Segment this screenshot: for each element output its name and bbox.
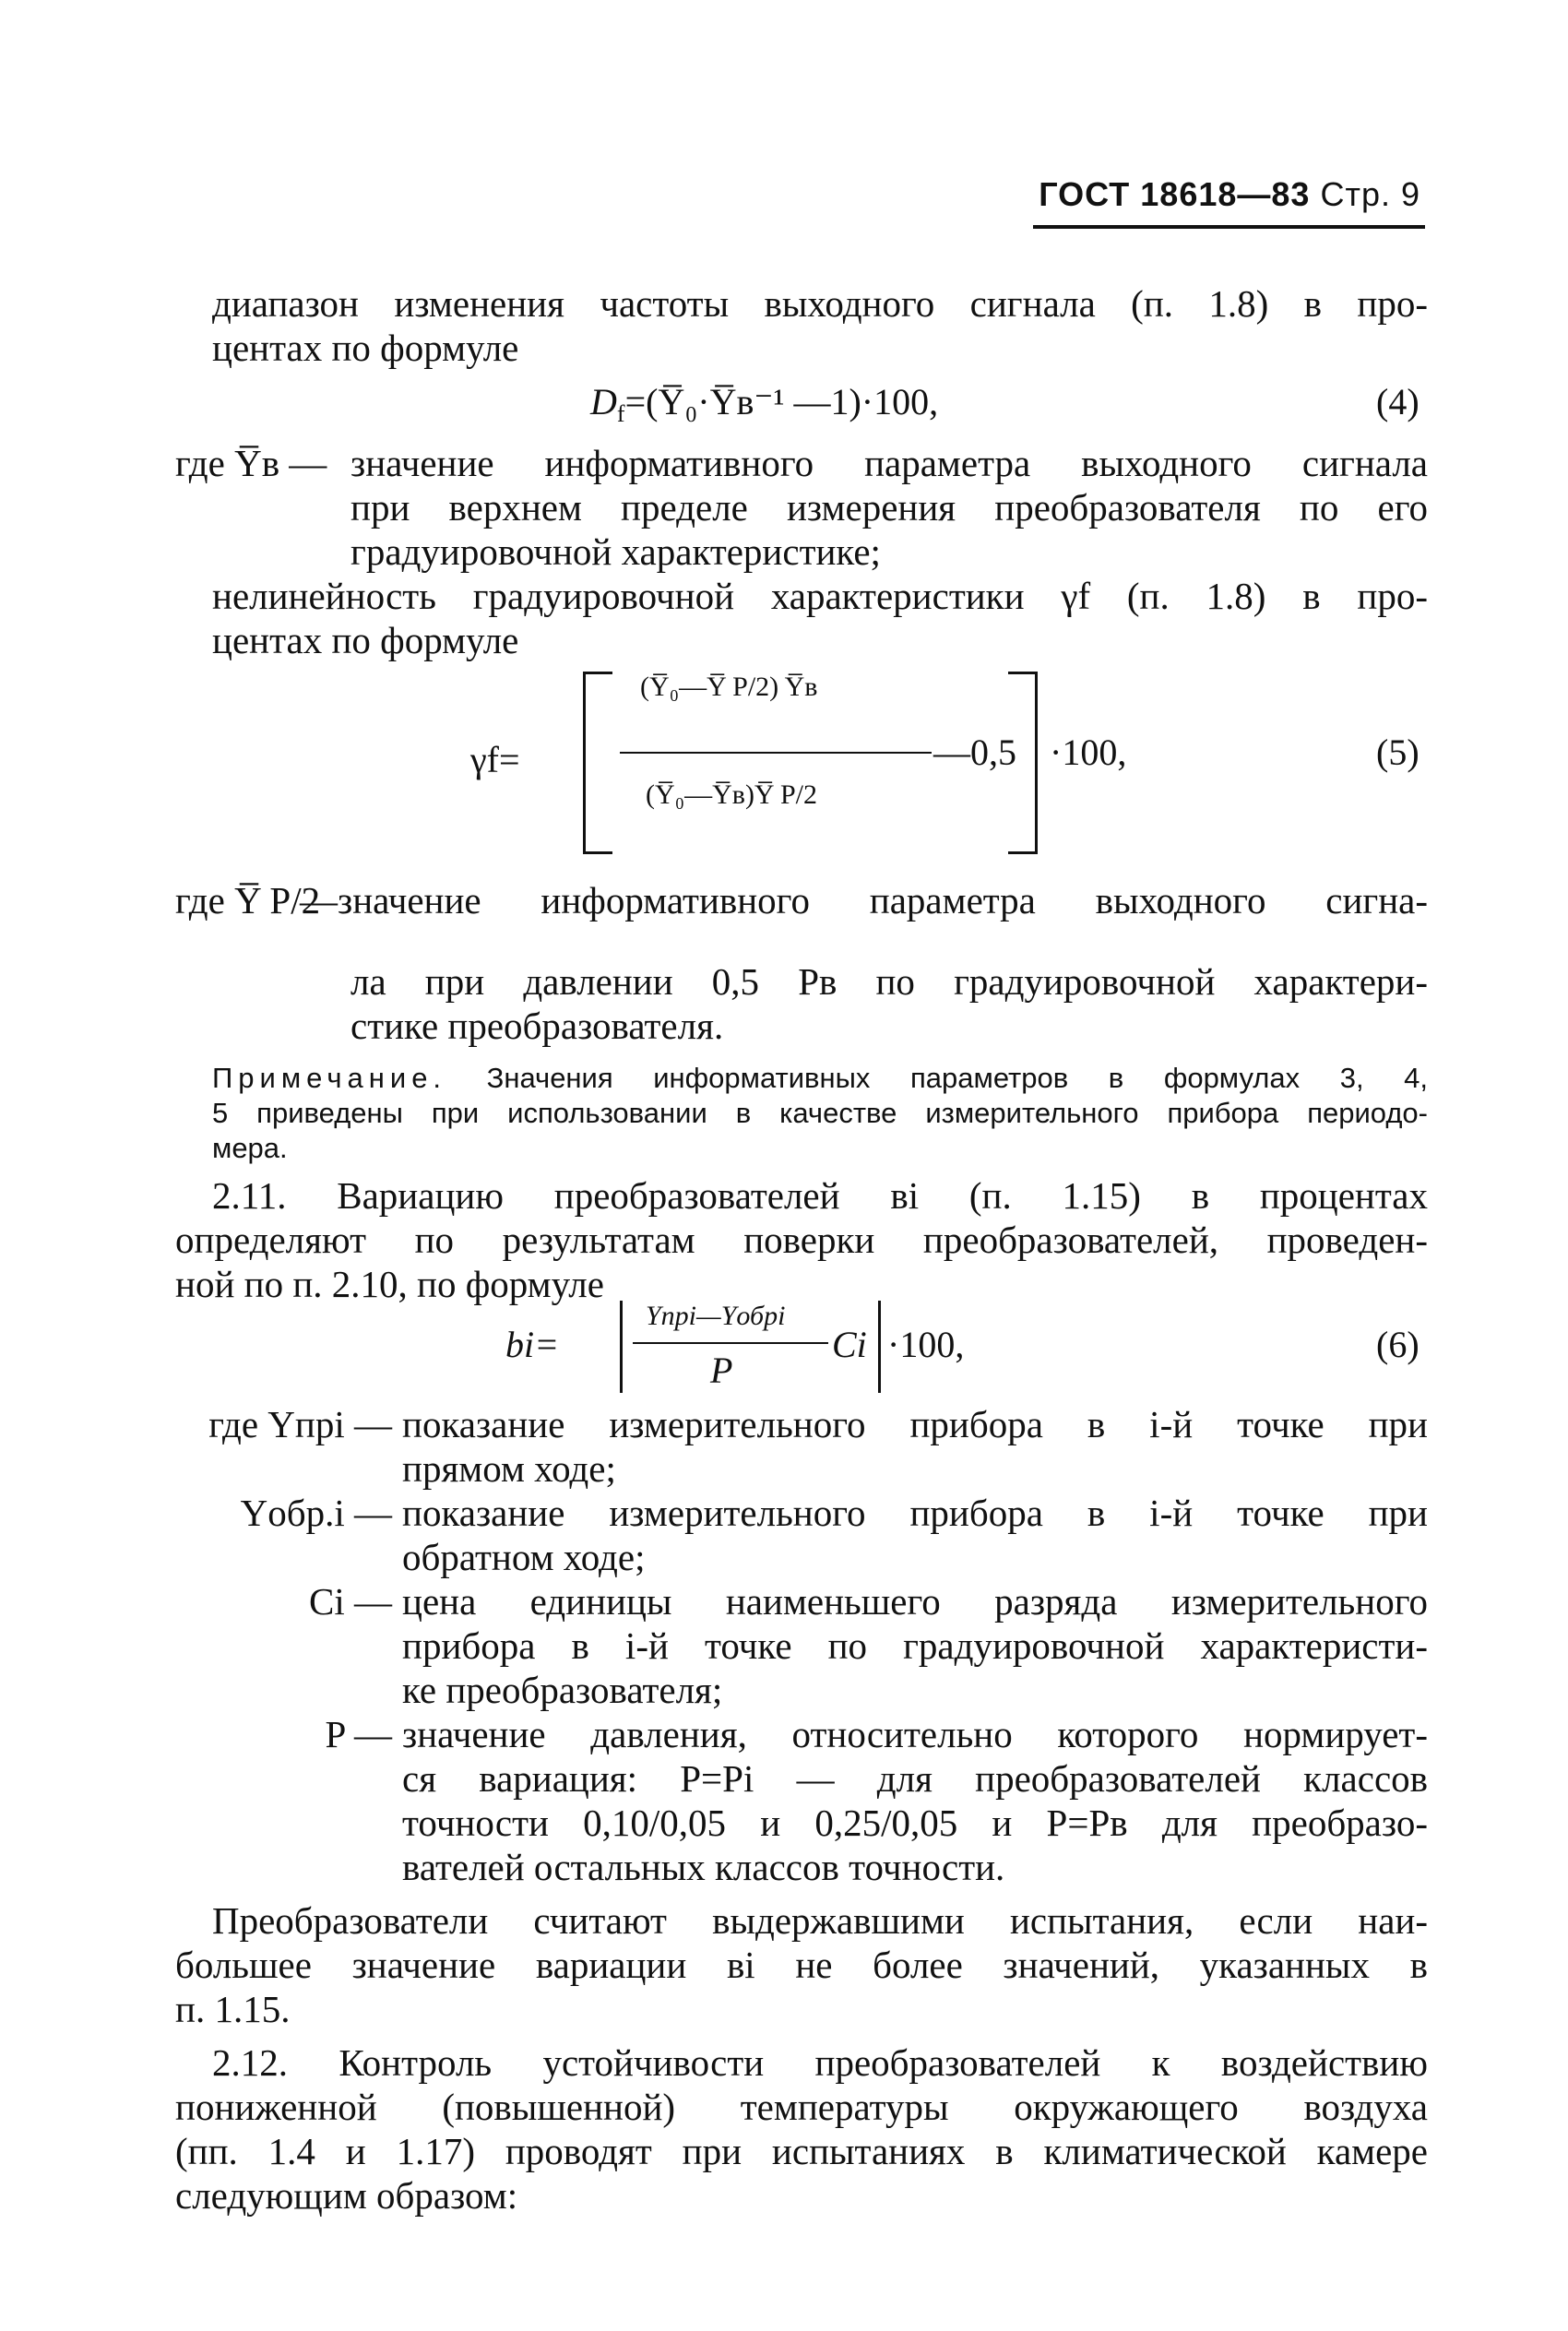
note (212, 1061, 1428, 1166)
abs-bar-left (620, 1301, 623, 1393)
definition-line: при верхнем пределе измерения преобразователя по его (350, 486, 1428, 529)
right-bracket-bottom (1008, 851, 1038, 854)
left-bracket (583, 672, 586, 854)
fraction-bar (620, 752, 932, 754)
paragraph-line: большее значение вариации вi не более значений, указанных в (175, 1944, 1428, 1986)
formula-6-lhs: bi= (505, 1324, 560, 1365)
formula-6-numerator: Yпрi—Yобрi (646, 1301, 786, 1331)
formula-4 (590, 380, 938, 428)
paragraph-line: нелинейность градуировочной характеристики γf (п. 1.8) в про- (212, 575, 1428, 617)
definition-term: Yобр.i — (240, 1492, 392, 1534)
where-lead: где Y̅ P/2 (175, 879, 321, 922)
right-bracket (1035, 672, 1038, 854)
formula-number: (6) (1376, 1324, 1420, 1365)
note-line: Значения информативных параметров в формулах 3, 4, (486, 1062, 1428, 1094)
formula-number: (4) (1376, 381, 1420, 422)
definition-line: вателей остальных классов точности. (402, 1846, 1005, 1888)
paragraph-line: центах по формуле (212, 327, 519, 369)
formula-rhs: =(Y̅₀·Y̅в⁻¹ —1)·100, (624, 381, 939, 422)
formula-lhs: D (590, 381, 617, 422)
definition-line: значение давления, относительно которого нормирует- (402, 1713, 1428, 1755)
formula-6-mult: ·100, (887, 1324, 965, 1365)
paragraph-line: определяют по результатам поверки преобразователей, проведен- (175, 1219, 1428, 1261)
page-number: Стр. 9 (1320, 175, 1420, 213)
paragraph-line: (пп. 1.4 и 1.17) проводят при испытаниях в климатической камере (175, 2130, 1428, 2172)
left-bracket-top (583, 672, 612, 674)
definition-term: Ci — (309, 1580, 392, 1623)
definition-line: ся вариация: P=Pi — для преобразователей классов (402, 1757, 1428, 1800)
definition-line: —значение информативного параметра выходного сигна- (300, 879, 1428, 922)
fraction-bar (633, 1342, 828, 1344)
definition-line: точности 0,10/0,05 и 0,25/0,05 и P=Pв для преобразо- (402, 1802, 1428, 1844)
paragraph-line: Преобразователи считают выдержавшими испытания, если наи- (212, 1899, 1428, 1942)
abs-bar-right (878, 1301, 881, 1393)
left-bracket-bottom (583, 851, 612, 854)
paragraph-line: диапазон изменения частоты выходного сигнала (п. 1.8) в про- (212, 282, 1428, 325)
definition-line: показание измерительного прибора в i-й точке при (402, 1492, 1428, 1534)
paragraph-line: ной по п. 2.10, по формуле (175, 1263, 604, 1305)
note-label: Примечание. (212, 1062, 447, 1094)
definition-line: обратном ходе; (402, 1536, 646, 1578)
formula-6-denominator: P (710, 1350, 733, 1391)
paragraph-line: пониженной (повышенной) температуры окружающего воздуха (175, 2086, 1428, 2128)
definition-term: P — (325, 1713, 392, 1755)
formula-number: (5) (1376, 731, 1420, 773)
formula-5-numerator: (Y̅₀—Y̅ P/2) Y̅в (640, 672, 818, 702)
definition-line: показание измерительного прибора в i-й точке при (402, 1403, 1428, 1445)
formula-5-lhs: γf= (470, 739, 520, 780)
definition-line: ла при давлении 0,5 Pв по градуировочной характери- (350, 960, 1428, 1003)
definition-term: где Yпрi — (208, 1403, 392, 1445)
formula-5-minus: —0,5 (933, 731, 1016, 773)
definition-line: цена единицы наименьшего разряда измерительного (402, 1580, 1428, 1623)
definition-line: стике преобразователя. (350, 1005, 724, 1047)
header-rule (1033, 225, 1425, 229)
standard-title: ГОСТ 18618—83 (1039, 175, 1311, 213)
page-header (1039, 175, 1420, 214)
definition-line: значение информативного параметра выходного сигнала (350, 442, 1428, 484)
paragraph-line: п. 1.15. (175, 1988, 291, 2030)
note-line: 5 приведены при использовании в качестве измерительного прибора периодо- (212, 1097, 1428, 1129)
paragraph-line: центах по формуле (212, 619, 519, 661)
formula-sub: f (616, 400, 625, 427)
paragraph-line: 2.11. Вариацию преобразователей вi (п. 1.15) в процентах (212, 1174, 1428, 1217)
formula-6-ci: Ci (832, 1324, 867, 1365)
definition-line: прибора в i-й точке по градуировочной характеристи- (402, 1624, 1428, 1667)
formula-5-denominator: (Y̅₀—Y̅в)Y̅ P/2 (646, 779, 818, 810)
paragraph-line: следующим образом: (175, 2174, 518, 2217)
definition-line: градуировочной характеристике; (350, 530, 881, 573)
formula-5-mult: ·100, (1050, 731, 1127, 773)
right-bracket-top (1008, 672, 1038, 674)
definition-line: прямом ходе; (402, 1447, 616, 1490)
note-line: мера. (212, 1132, 288, 1164)
definition-line: ке преобразователя; (402, 1669, 723, 1711)
paragraph-line: 2.12. Контроль устойчивости преобразователей к воздействию (212, 2041, 1428, 2084)
where-lead: где Y̅в — (175, 442, 327, 484)
